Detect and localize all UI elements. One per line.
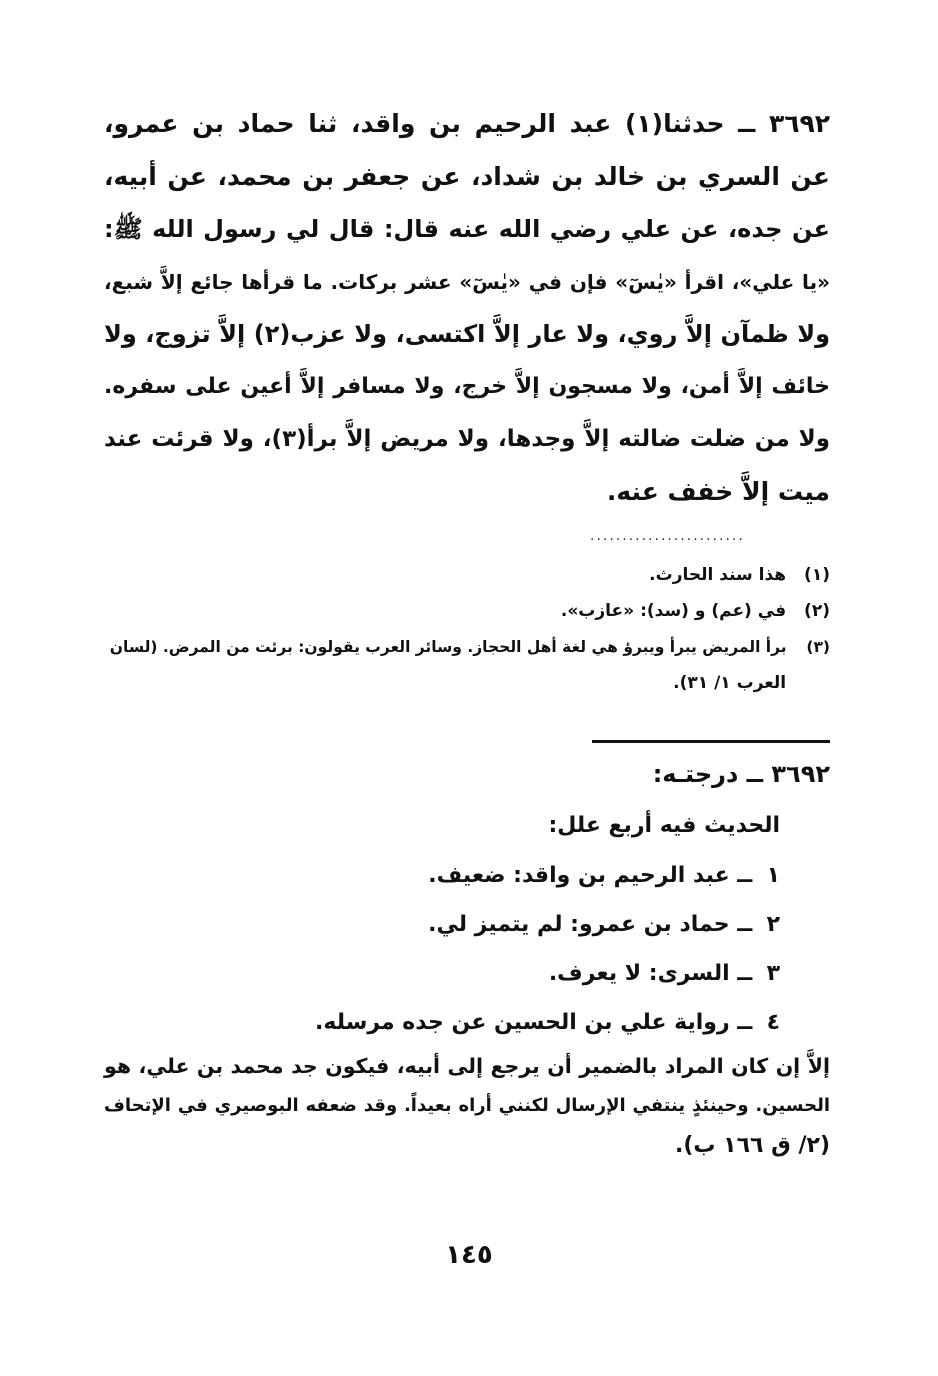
conclusion-line: الحسين. وحينئذٍ ينتفي الإرسال لكنني أراه بعيداً. وقد ضعفه البوصيري في الإتحاف xyxy=(104,1095,830,1116)
footnote-separator: ........................ xyxy=(590,528,745,542)
footnote xyxy=(104,558,830,592)
intro-text: الحديث فيه أربع علل: xyxy=(548,813,780,838)
hadith-line: ٣٦٩٢ ــ حدثنا(١) عبد الرحيم بن واقد، ثنا حماد بن عمرو، xyxy=(104,109,830,138)
footnote-text: العرب ١/ ٣١). xyxy=(673,673,787,693)
list-item xyxy=(428,856,780,896)
list-item-number: ١ xyxy=(766,863,780,888)
hadith-text xyxy=(104,98,830,518)
hadith-line: عن جده، عن علي رضي الله عنه قال: قال لي رسول الله ﷺ: xyxy=(104,215,830,243)
conclusion-line: (٢/ ق ١٦٦ ب). xyxy=(674,1133,830,1158)
section-divider xyxy=(592,740,830,743)
list-item-text: ــ السرى: لا يعرف. xyxy=(548,961,753,986)
hadith-line: عن السري بن خالد بن شداد، عن جعفر بن محمد، عن أبيه، xyxy=(104,161,830,191)
footnote xyxy=(104,594,830,628)
hadith-line: ميت إلاَّ خفف عنه. xyxy=(606,476,830,506)
list-item-number: ٢ xyxy=(766,912,780,937)
list-item xyxy=(315,1003,780,1043)
section-title: ٣٦٩٢ ــ درجتـه: xyxy=(652,760,830,788)
footnote-number: (٢) xyxy=(804,601,830,621)
footnote xyxy=(104,630,830,664)
hadith-line: «يا علي»، اقرأ «يٰسٓ» فإن في «يٰسٓ» عشر بركات. ما قرأها جائع إلاَّ شبع، xyxy=(104,269,830,294)
list-item xyxy=(549,954,780,994)
hadith-line: ولا ظمآن إلاَّ روي، ولا عار إلاَّ اكتسى، ولا عزب(٢) إلاَّ تزوج، ولا xyxy=(104,320,831,348)
footnote-text: هذا سند الحارث. xyxy=(649,565,787,585)
footnote-continuation xyxy=(104,666,830,700)
footnote-text: برأ المريض يبرأ ويبرؤ هي لغة أهل الحجاز. وسائر العرب يقولون: برئت من المرض. (لسان xyxy=(109,638,787,656)
list-item-number: ٤ xyxy=(766,1010,780,1035)
footnote-text: في (عم) و (سد): «عازب». xyxy=(560,601,787,621)
footnote-number: (٣) xyxy=(806,638,830,656)
hadith-line: خائف إلاَّ أمن، ولا مسجون إلاَّ خرج، ولا مسافر إلاَّ أعين على سفره. xyxy=(104,373,830,399)
list-item-text: ــ حماد بن عمرو: لم يتميز لي. xyxy=(428,912,753,937)
list-item-number: ٣ xyxy=(766,961,780,986)
list-item xyxy=(428,905,780,945)
hadith-line: ولا من ضلت ضالته إلاَّ وجدها، ولا مريض إلاَّ برأ(٣)، ولا قرئت عند xyxy=(104,426,831,452)
conclusion-text xyxy=(104,1046,830,1166)
conclusion-line: إلاَّ إن كان المراد بالضمير أن يرجع إلى أبيه، فيكون جد محمد بن علي، هو xyxy=(104,1054,830,1078)
page-number: ١٤٥ xyxy=(445,1240,493,1270)
footnote-number: (١) xyxy=(804,565,830,585)
list-item-text: ــ رواية علي بن الحسين عن جده مرسله. xyxy=(315,1010,753,1035)
list-item-text: ــ عبد الرحيم بن واقد: ضعيف. xyxy=(428,863,753,888)
